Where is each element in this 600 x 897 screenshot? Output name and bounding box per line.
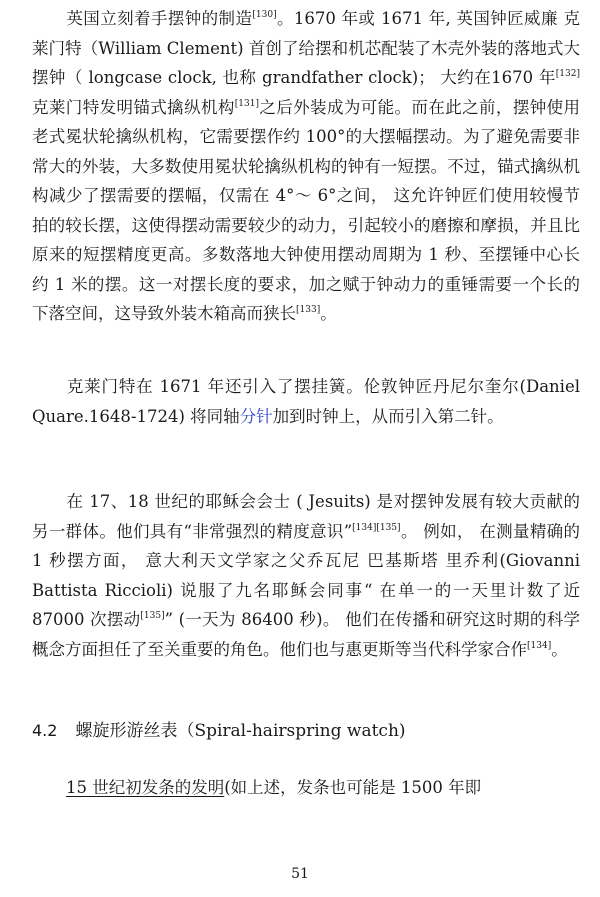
citation[interactable]: [134] xyxy=(527,640,552,651)
paragraph-clement-quare: 克莱门特在 1671 年还引入了摆挂簧。伦敦钟匠丹尼尔奎尔(Daniel Quare.1648-1724) 将同轴分针加到时钟上，从而引入第二针。 xyxy=(32,377,580,426)
citation[interactable]: [133] xyxy=(296,305,321,315)
citation[interactable]: [134][135] xyxy=(352,522,401,533)
paragraph-longcase-clock: 英国立刻着手摆钟的制造[130]。1670 年或 1671 年, 英国钟匠威廉 克莱门特（William Clement) 首创了给摆和机芯配装了木壳外装的落地式大摆钟（ longcase clock, 也称 grandfather clock)； 大约在1670 年[132]克莱门特发明锚式擒纵机构[131]之后外装成为可能。而在此之前，摆钟使用老式冕状轮擒纵机构，它需要摆作约 100°的大摆幅摆动。为了避免需要非常大的外装，大多数使用冕状轮擒纵机构的钟有一短摆。不过，锚式擒纵机构减少了摆需要的摆幅，仅需在 4°～ 6°之间， 这允许钟匠们使用较慢节拍的较长摆，这使得摆动需要较少的动力，引起较小的磨擦和摩损，并且比原来的短摆精度更高。多数落地大钟使用摆动周期为 1 秒、至摆锤中心长约 1 米的摆。这一对摆长度的要求，加之赋于钟动力的重锤需要一个长的下落空间，这导致外装木箱高而狭长[133]。 xyxy=(32,9,581,323)
section-heading xyxy=(32,718,406,744)
page-number: 51 xyxy=(291,866,309,882)
section-number: 4.2 xyxy=(32,721,58,740)
paragraph-jesuits: 在 17、18 世纪的耶稣会会士 ( Jesuits) 是对摆钟发展有较大贡献的另一群体。他们具有“非常强烈的精度意识”[134][135]。 例如， 在测量精确的 1 秒摆方面， 意大利天文学家之父乔瓦尼 巴基斯塔 里乔利(Giovanni Battista Riccioli) 说服了九名耶稣会同事“ 在单一的一天里计数了近 87000 次摆动[135]” (一天为 86400 秒)。 他们在传播和研究这时期的科学概念方面担任了至关重要的角色。他们也与惠更斯等当代科学家合作[134]。 xyxy=(32,492,581,659)
section-title: 螺旋形游丝表（Spiral-hairspring watch) xyxy=(75,721,406,741)
citation[interactable]: [131] xyxy=(234,98,259,109)
paragraph-mainspring: 15 世纪初发条的发明(如上述，发条也可能是 1500 年即 xyxy=(66,778,482,797)
citation[interactable]: [130] xyxy=(252,10,277,20)
minute-hand-link[interactable]: 分针 xyxy=(239,406,273,426)
underlined-phrase: 15 世纪初发条的发明 xyxy=(66,778,225,797)
citation[interactable]: [132] xyxy=(555,69,580,79)
citation[interactable]: [135] xyxy=(140,611,165,621)
